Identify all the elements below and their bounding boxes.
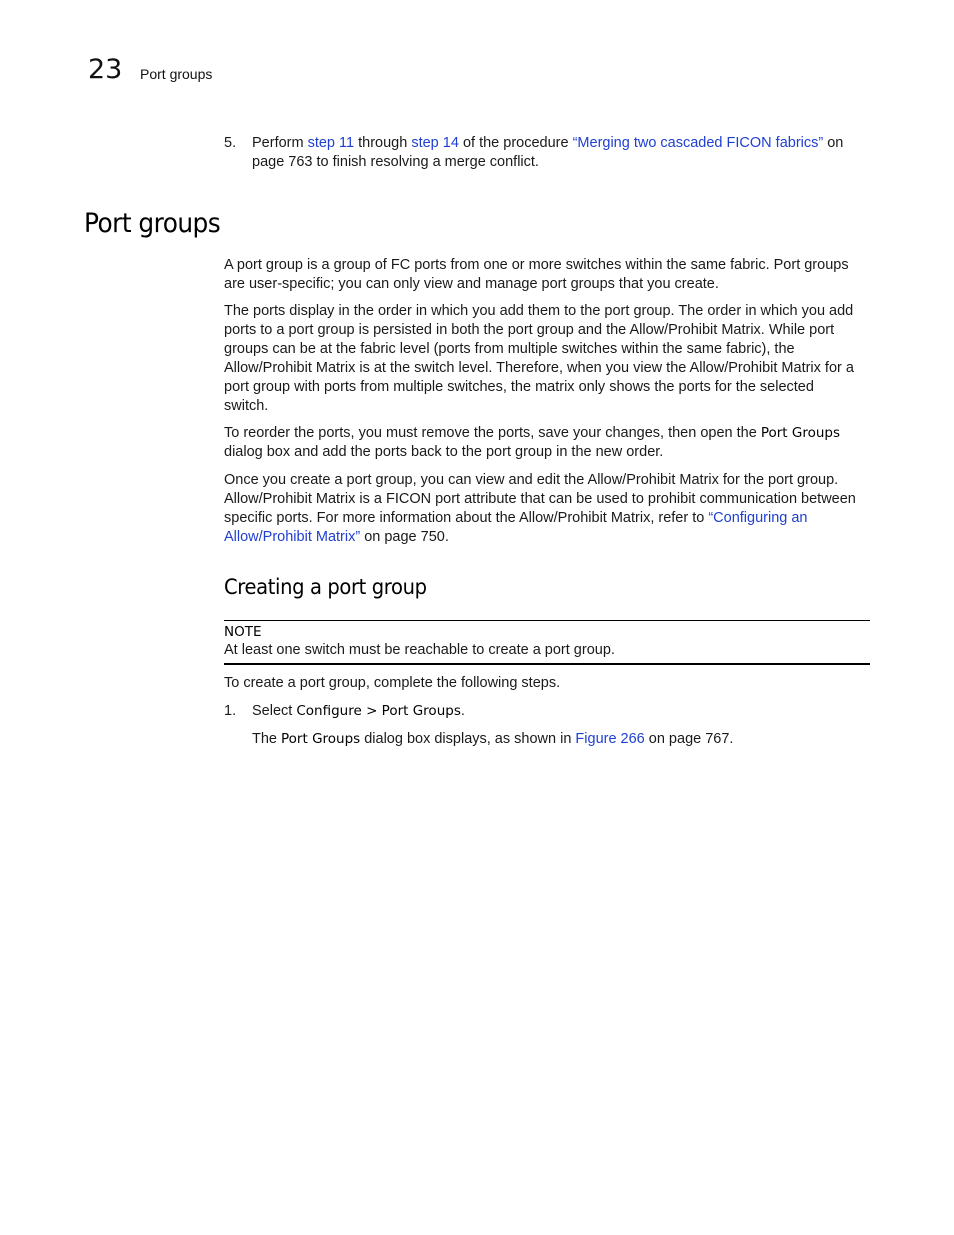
step-number: 5. bbox=[224, 135, 237, 151]
text-line: Allow/Prohibit Matrix is at the switch level. Therefore, when you view the Allow/Prohibit Matrix for a bbox=[224, 360, 854, 376]
text-line: groups can be at the fabric level (ports from multiple switches within the same fabric), the bbox=[224, 341, 795, 357]
section-title: Port groups bbox=[84, 208, 221, 239]
text-line bbox=[224, 424, 872, 443]
link-merging-fabrics[interactable]: “Merging two cascaded FICON fabrics” bbox=[572, 135, 824, 151]
ui-menu-path: Configure > Port Groups bbox=[296, 703, 461, 719]
text-line: A port group is a group of FC ports from one or more switches within the same fabric. Port groups bbox=[224, 257, 849, 273]
text: Select bbox=[252, 703, 297, 719]
step-number: 1. bbox=[224, 703, 237, 719]
text: To reorder the ports, you must remove the ports, save your changes, then open the bbox=[224, 425, 761, 441]
ui-term-port-groups: Port Groups bbox=[281, 731, 361, 747]
procedure-step-1 bbox=[224, 702, 872, 722]
text: on page 767. bbox=[644, 731, 734, 747]
link-step-14[interactable]: step 14 bbox=[411, 135, 459, 151]
note-box bbox=[224, 620, 870, 665]
note-label: NOTE bbox=[224, 624, 262, 640]
step-line-1 bbox=[252, 134, 872, 153]
paragraph-3 bbox=[224, 424, 872, 462]
paragraph-2 bbox=[224, 302, 872, 416]
text: through bbox=[354, 135, 412, 151]
procedure-step-5 bbox=[224, 134, 872, 174]
ui-term-port-groups: Port Groups bbox=[760, 425, 840, 441]
text: . bbox=[460, 703, 465, 719]
text: The bbox=[252, 731, 282, 747]
text-line: dialog box and add the ports back to the port group in the new order. bbox=[224, 444, 664, 460]
text: Perform bbox=[252, 135, 308, 151]
link-step-11[interactable]: step 11 bbox=[307, 135, 355, 151]
paragraph-4 bbox=[224, 471, 872, 547]
step-1-result bbox=[252, 730, 872, 749]
link-figure-266[interactable]: Figure 266 bbox=[575, 731, 645, 747]
text-line: port group with ports from multiple switches, the matrix only shows the ports for the selected bbox=[224, 379, 814, 395]
text: on page 750. bbox=[360, 529, 449, 545]
text-line bbox=[224, 528, 872, 547]
paragraph-1 bbox=[224, 256, 872, 294]
text-line: Allow/Prohibit Matrix is a FICON port attribute that can be used to prohibit communication between bbox=[224, 491, 856, 507]
procedure-intro: To create a port group, complete the following steps. bbox=[224, 675, 561, 691]
text-line bbox=[224, 509, 872, 528]
chapter-title: Port groups bbox=[140, 66, 213, 82]
text: dialog box displays, as shown in bbox=[360, 731, 576, 747]
chapter-number: 23 bbox=[88, 54, 123, 85]
link-configuring-matrix-cont[interactable]: Allow/Prohibit Matrix” bbox=[224, 529, 361, 545]
step-line-2: page 763 to finish resolving a merge conflict. bbox=[252, 154, 539, 170]
text-line: switch. bbox=[224, 398, 269, 414]
text: of the procedure bbox=[458, 135, 573, 151]
text-line: The ports display in the order in which you add them to the port group. The order in which you add bbox=[224, 303, 854, 319]
step-text bbox=[252, 702, 872, 721]
text: specific ports. For more information about the Allow/Prohibit Matrix, refer to bbox=[224, 510, 709, 526]
step-text bbox=[252, 134, 872, 172]
text-line: are user-specific; you can only view and manage port groups that you create. bbox=[224, 276, 719, 292]
note-text: At least one switch must be reachable to create a port group. bbox=[224, 642, 615, 658]
text-line: ports to a port group is persisted in both the port group and the Allow/Prohibit Matrix. While port bbox=[224, 322, 835, 338]
text-line: Once you create a port group, you can view and edit the Allow/Prohibit Matrix for the port group. bbox=[224, 472, 839, 488]
link-configuring-matrix[interactable]: “Configuring an bbox=[708, 510, 808, 526]
subsection-title: Creating a port group bbox=[224, 575, 427, 599]
text: on bbox=[823, 135, 844, 151]
